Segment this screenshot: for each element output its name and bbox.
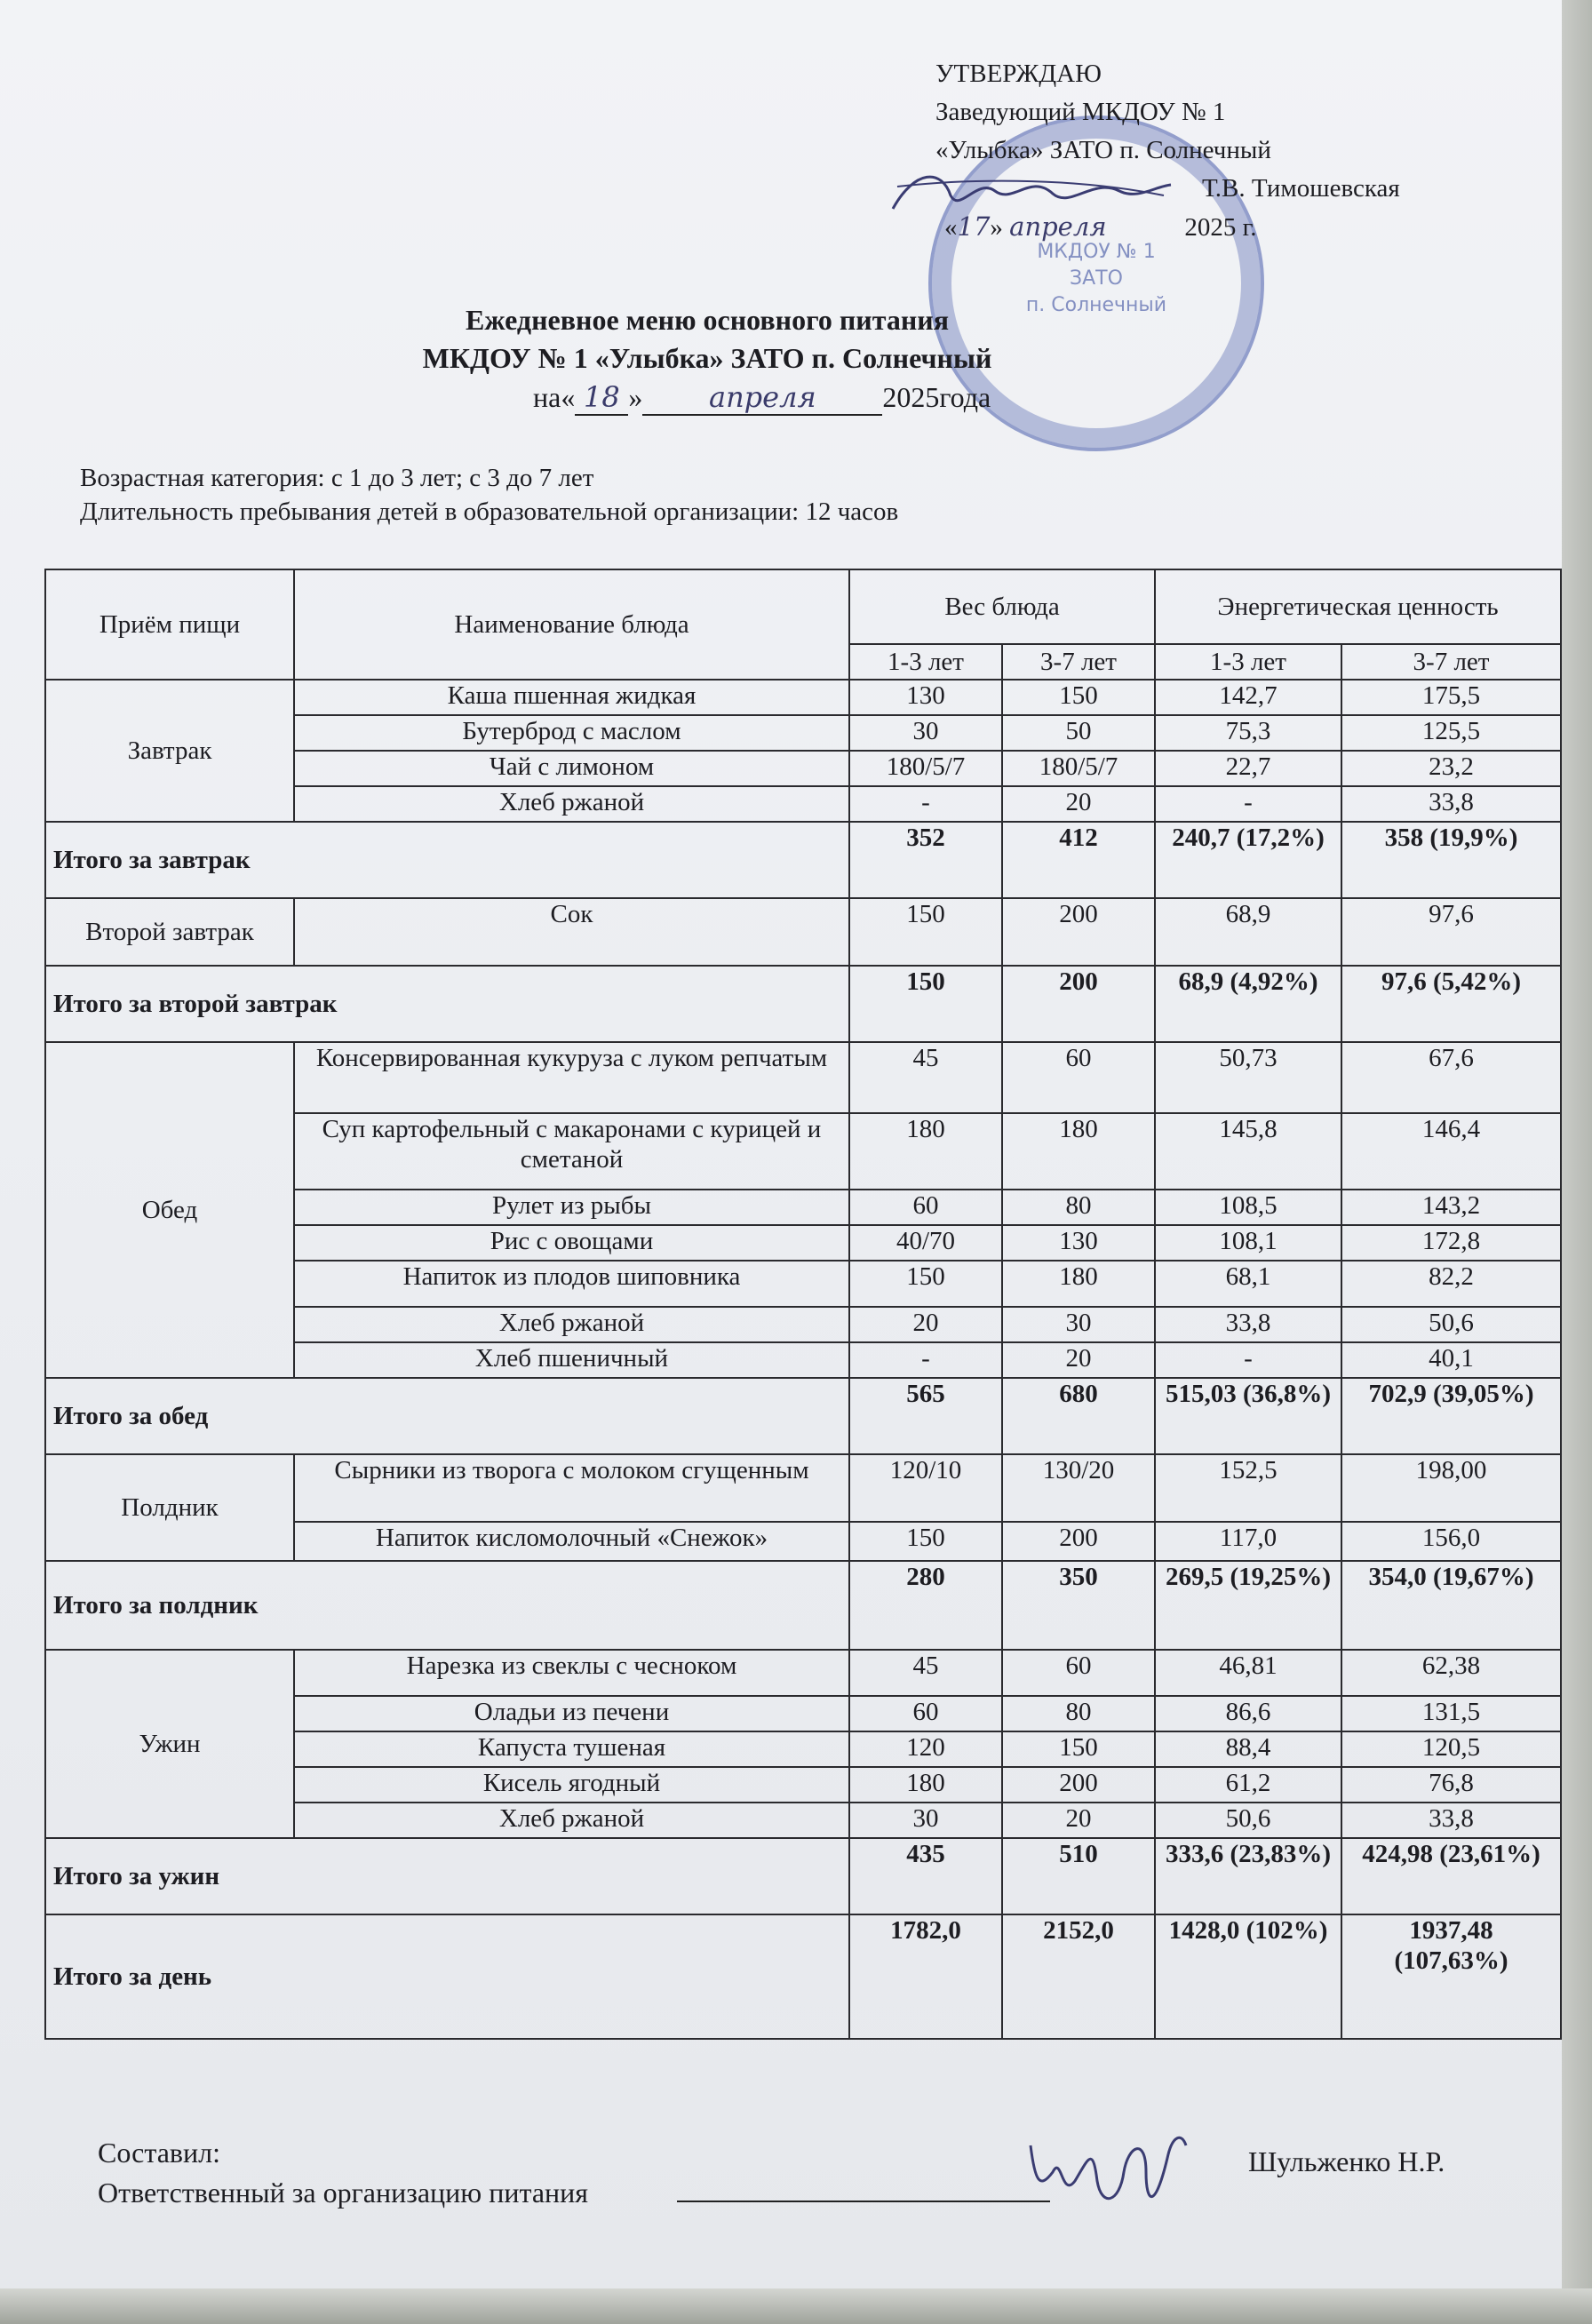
stamp-line: ЗАТО (1070, 267, 1123, 290)
dish-name: Хлеб ржаной (294, 1307, 849, 1342)
table-cell: 86,6 (1155, 1696, 1341, 1731)
table-cell: 80 (1002, 1190, 1155, 1225)
table-cell: 172,8 (1341, 1225, 1561, 1261)
table-cell: 67,6 (1341, 1042, 1561, 1113)
table-cell: 180/5/7 (849, 751, 1002, 786)
approval-block (935, 55, 1504, 247)
table-cell: 175,5 (1341, 680, 1561, 715)
table-cell: 200 (1002, 898, 1155, 966)
dish-name: Хлеб ржаной (294, 786, 849, 822)
table-cell: 150 (849, 1261, 1002, 1307)
table-cell: - (849, 786, 1002, 822)
total-row (45, 966, 1561, 1042)
table-cell: 76,8 (1341, 1767, 1561, 1803)
dish-name: Нарезка из свеклы с чесноком (294, 1650, 849, 1696)
menu-date-prefix: на« (533, 381, 576, 413)
total-cell: 412 (1002, 822, 1155, 898)
table-cell: 20 (849, 1307, 1002, 1342)
table-cell: 68,1 (1155, 1261, 1341, 1307)
dish-name: Рулет из рыбы (294, 1190, 849, 1225)
dish-name: Оладьи из печени (294, 1696, 849, 1731)
dish-name: Консервированная кукуруза с луком репчатым (294, 1042, 849, 1113)
approval-organization: «Улыбка» ЗАТО п. Солнечный (935, 136, 1271, 164)
table-cell: 145,8 (1155, 1113, 1341, 1190)
table-cell: 120 (849, 1731, 1002, 1767)
table-cell: 22,7 (1155, 751, 1341, 786)
table-cell: 50,6 (1155, 1803, 1341, 1838)
table-cell: 61,2 (1155, 1767, 1341, 1803)
approval-date (935, 208, 1504, 247)
col-header-meal: Приём пищи (45, 569, 294, 680)
menu-organization: МКДОУ № 1 «Улыбка» ЗАТО п. Солнечный (422, 342, 992, 374)
table-cell: 125,5 (1341, 715, 1561, 751)
table-cell: 20 (1002, 1342, 1155, 1378)
dish-name: Хлеб ржаной (294, 1803, 849, 1838)
total-label: Итого за полдник (45, 1561, 849, 1650)
day-total-cell: 1428,0 (102%) (1155, 1914, 1341, 2039)
col-subheader: 1-3 лет (1155, 644, 1341, 680)
table-cell: 146,4 (1341, 1113, 1561, 1190)
table-cell: - (1155, 786, 1341, 822)
compiled-label: Составил: (98, 2137, 221, 2169)
menu-date-suffix: 2025года (882, 381, 991, 413)
total-cell: 358 (19,9%) (1341, 822, 1561, 898)
table-cell: 75,3 (1155, 715, 1341, 751)
approval-date-day: 17 (957, 211, 991, 242)
total-label: Итого за обед (45, 1378, 849, 1454)
table-cell: 117,0 (1155, 1522, 1341, 1561)
dish-name: Сок (294, 898, 849, 966)
total-row (45, 1838, 1561, 1914)
meal-name: Обед (45, 1042, 294, 1378)
table-cell: 50 (1002, 715, 1155, 751)
table-cell: 40/70 (849, 1225, 1002, 1261)
total-cell: 515,03 (36,8%) (1155, 1378, 1341, 1454)
stamp-line: МКДОУ № 1 (1037, 241, 1156, 263)
menu-title: Ежедневное меню основного питания (465, 304, 949, 336)
table-cell: 68,9 (1155, 898, 1341, 966)
dish-name: Суп картофельный с макаронами с курицей и сметаной (294, 1113, 849, 1190)
dish-name: Кисель ягодный (294, 1767, 849, 1803)
table-cell: 200 (1002, 1767, 1155, 1803)
table-cell: 40,1 (1341, 1342, 1561, 1378)
table-cell: 142,7 (1155, 680, 1341, 715)
table-cell: 150 (849, 898, 1002, 966)
table-cell: 120/10 (849, 1454, 1002, 1522)
table-cell: 33,8 (1341, 786, 1561, 822)
total-label: Итого за ужин (45, 1838, 849, 1914)
table-cell: 62,38 (1341, 1650, 1561, 1696)
responsible-signature (1013, 2119, 1190, 2217)
total-label: Итого за завтрак (45, 822, 849, 898)
table-cell: 88,4 (1155, 1731, 1341, 1767)
total-cell: 333,6 (23,83%) (1155, 1838, 1341, 1914)
responsible-row (98, 2177, 1050, 2209)
approval-date-open: « (944, 213, 958, 242)
total-row (45, 1378, 1561, 1454)
table-cell: 46,81 (1155, 1650, 1341, 1696)
table-cell: 33,8 (1341, 1803, 1561, 1838)
day-total-cell: 1782,0 (849, 1914, 1002, 2039)
dish-name: Каша пшенная жидкая (294, 680, 849, 715)
menu-date-month: апреля (642, 380, 882, 416)
table-cell: 60 (1002, 1042, 1155, 1113)
table-cell: 20 (1002, 786, 1155, 822)
table-cell: 60 (1002, 1650, 1155, 1696)
approval-date-mid: » (990, 213, 1003, 242)
total-cell: 510 (1002, 1838, 1155, 1914)
signature-line (677, 2177, 1050, 2202)
col-header-weight: Вес блюда (849, 569, 1155, 644)
table-cell: 198,00 (1341, 1454, 1561, 1522)
table-cell: 80 (1002, 1696, 1155, 1731)
col-header-dish: Наименование блюда (294, 569, 849, 680)
col-header-energy: Энергетическая ценность (1155, 569, 1561, 644)
dish-name: Хлеб пшеничный (294, 1342, 849, 1378)
table-cell: 130 (849, 680, 1002, 715)
menu-table (44, 569, 1562, 2040)
total-row (45, 1561, 1561, 1650)
total-cell: 702,9 (39,05%) (1341, 1378, 1561, 1454)
table-cell: 23,2 (1341, 751, 1561, 786)
meal-name: Ужин (45, 1650, 294, 1838)
table-cell: 180/5/7 (1002, 751, 1155, 786)
total-cell: 350 (1002, 1561, 1155, 1650)
menu-date-mid: » (628, 381, 643, 413)
responsible-label: Ответственный за организацию питания (98, 2177, 588, 2209)
table-cell: 200 (1002, 1522, 1155, 1561)
table-cell: 180 (849, 1113, 1002, 1190)
table-cell: 130/20 (1002, 1454, 1155, 1522)
meal-name: Завтрак (45, 680, 294, 822)
table-cell: 45 (849, 1042, 1002, 1113)
total-row (45, 822, 1561, 898)
total-cell: 435 (849, 1838, 1002, 1914)
day-total-row (45, 1914, 1561, 2039)
approval-position: Заведующий МКДОУ № 1 (935, 98, 1226, 126)
table-cell: 150 (849, 1522, 1002, 1561)
table-row (45, 1042, 1561, 1113)
dish-name: Капуста тушеная (294, 1731, 849, 1767)
dish-name: Бутерброд с маслом (294, 715, 849, 751)
age-category: Возрастная категория: с 1 до 3 лет; с 3 до 7 лет (80, 464, 594, 492)
menu-date (533, 380, 991, 416)
total-cell: 680 (1002, 1378, 1155, 1454)
total-cell: 150 (849, 966, 1002, 1042)
table-cell: 152,5 (1155, 1454, 1341, 1522)
dish-name: Чай с лимоном (294, 751, 849, 786)
table-cell: 180 (1002, 1261, 1155, 1307)
table-cell: 50,6 (1341, 1307, 1561, 1342)
stamp-line: п. Солнечный (1025, 294, 1167, 316)
approval-heading: УТВЕРЖДАЮ (935, 60, 1102, 88)
total-cell: 97,6 (5,42%) (1341, 966, 1561, 1042)
table-cell: 108,1 (1155, 1225, 1341, 1261)
col-subheader: 3-7 лет (1341, 644, 1561, 680)
table-cell: 131,5 (1341, 1696, 1561, 1731)
table-cell: 20 (1002, 1803, 1155, 1838)
menu-date-day: 18 (575, 380, 628, 416)
table-cell: 33,8 (1155, 1307, 1341, 1342)
table-cell: 60 (849, 1696, 1002, 1731)
total-cell: 352 (849, 822, 1002, 898)
table-cell: 30 (849, 715, 1002, 751)
col-subheader: 3-7 лет (1002, 644, 1155, 680)
table-cell: 108,5 (1155, 1190, 1341, 1225)
total-cell: 269,5 (19,25%) (1155, 1561, 1341, 1650)
day-total-cell: 1937,48 (107,63%) (1341, 1914, 1561, 2039)
table-cell: 45 (849, 1650, 1002, 1696)
approval-date-month: апреля (1009, 211, 1107, 242)
total-cell: 200 (1002, 966, 1155, 1042)
table-cell: 150 (1002, 1731, 1155, 1767)
day-total-label: Итого за день (45, 1914, 849, 2039)
table-cell: 97,6 (1341, 898, 1561, 966)
meal-name: Полдник (45, 1454, 294, 1561)
table-cell: 30 (849, 1803, 1002, 1838)
stay-duration: Длительность пребывания детей в образовательной организации: 12 часов (80, 497, 899, 526)
table-cell: 180 (849, 1767, 1002, 1803)
dish-name: Напиток из плодов шиповника (294, 1261, 849, 1307)
table-cell: 60 (849, 1190, 1002, 1225)
approval-date-year: 2025 г. (1184, 213, 1257, 242)
day-total-cell: 2152,0 (1002, 1914, 1155, 2039)
page-edge (1562, 0, 1592, 2324)
table-cell: - (849, 1342, 1002, 1378)
table-cell: 143,2 (1341, 1190, 1561, 1225)
table-cell: 30 (1002, 1307, 1155, 1342)
table-cell: 82,2 (1341, 1261, 1561, 1307)
table-row (45, 898, 1561, 966)
table-cell: 130 (1002, 1225, 1155, 1261)
table-cell: 180 (1002, 1113, 1155, 1190)
dish-name: Сырники из творога с молоком сгущенным (294, 1454, 849, 1522)
total-cell: 280 (849, 1561, 1002, 1650)
total-label: Итого за второй завтрак (45, 966, 849, 1042)
table-cell: - (1155, 1342, 1341, 1378)
col-subheader: 1-3 лет (849, 644, 1002, 680)
total-cell: 424,98 (23,61%) (1341, 1838, 1561, 1914)
table-cell: 50,73 (1155, 1042, 1341, 1113)
table-row (45, 1650, 1561, 1696)
total-cell: 565 (849, 1378, 1002, 1454)
table-cell: 150 (1002, 680, 1155, 715)
table-cell: 156,0 (1341, 1522, 1561, 1561)
total-cell: 354,0 (19,67%) (1341, 1561, 1561, 1650)
total-cell: 68,9 (4,92%) (1155, 966, 1341, 1042)
meal-name: Второй завтрак (45, 898, 294, 966)
table-row (45, 680, 1561, 715)
page-edge (0, 2288, 1592, 2324)
table-row (45, 1454, 1561, 1522)
dish-name: Рис с овощами (294, 1225, 849, 1261)
approval-name: Т.В. Тимошевская (1202, 174, 1400, 203)
menu-body (45, 680, 1561, 2039)
total-cell: 240,7 (17,2%) (1155, 822, 1341, 898)
signer-name: Шульженко Н.Р. (1248, 2145, 1445, 2177)
table-cell: 120,5 (1341, 1731, 1561, 1767)
dish-name: Напиток кисломолочный «Снежок» (294, 1522, 849, 1561)
